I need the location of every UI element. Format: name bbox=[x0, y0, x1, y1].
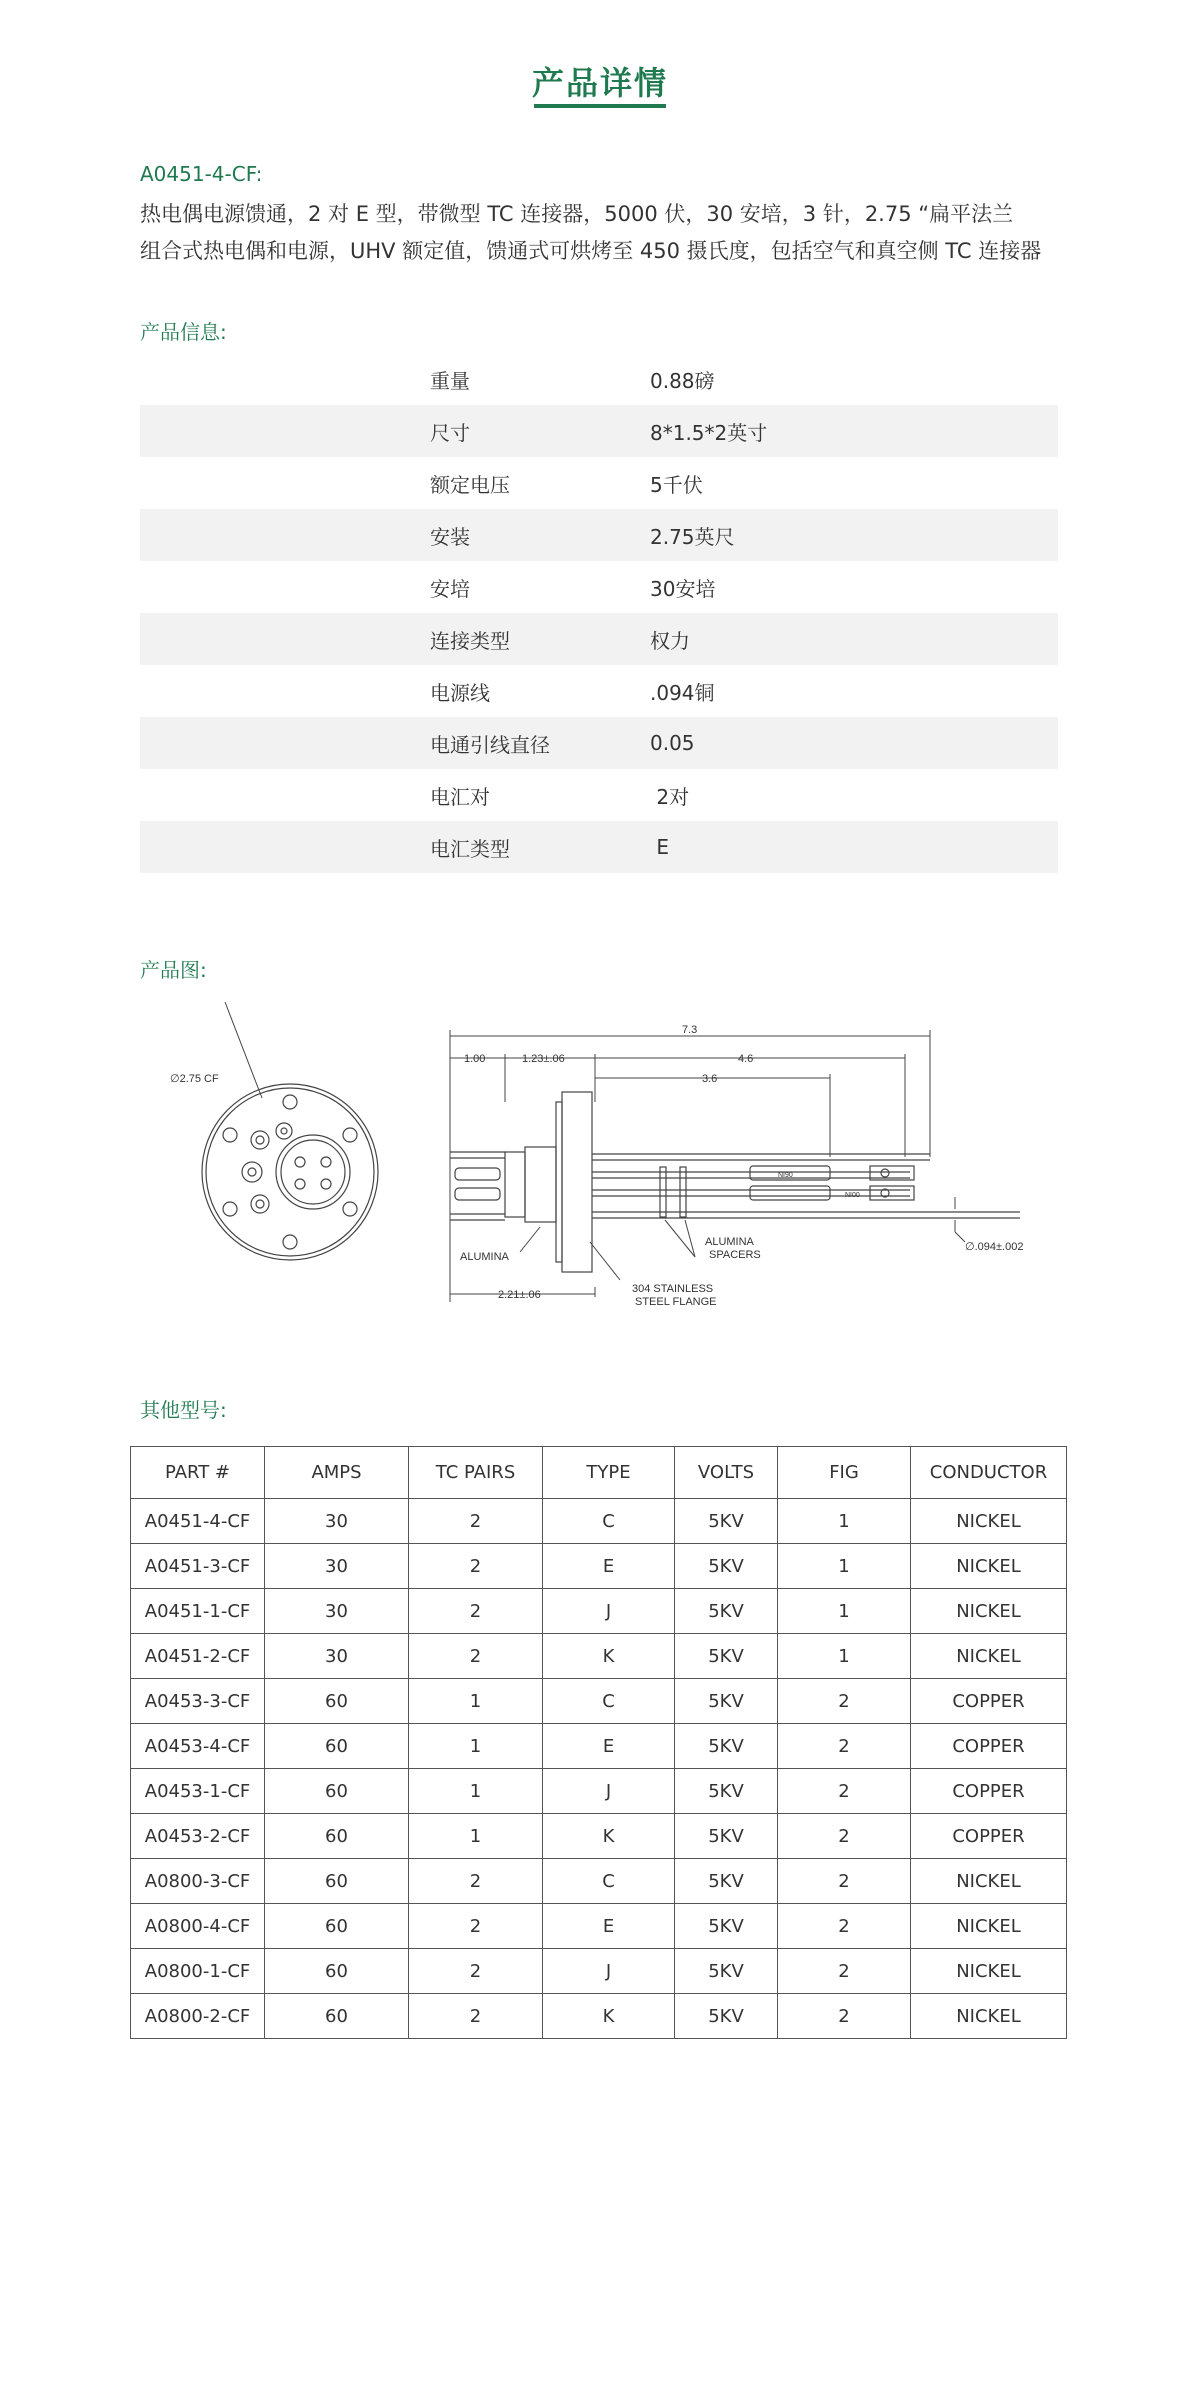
info-value: 2对 bbox=[650, 784, 690, 809]
cell-type: J bbox=[543, 1769, 675, 1814]
cell-conductor: COPPER bbox=[911, 1679, 1067, 1724]
cell-volts: 5KV bbox=[675, 1859, 778, 1904]
table-row bbox=[131, 1859, 1067, 1904]
info-value: 0.05 bbox=[650, 717, 1058, 769]
cell-conductor: NICKEL bbox=[911, 1499, 1067, 1544]
column-header: PART # bbox=[131, 1447, 265, 1499]
cell-part: A0451-1-CF bbox=[131, 1589, 265, 1634]
info-row bbox=[140, 405, 1058, 457]
cell-amps: 30 bbox=[265, 1589, 409, 1634]
info-key: 安培 bbox=[430, 576, 470, 601]
column-header: CONDUCTOR bbox=[911, 1447, 1067, 1499]
cell-type: K bbox=[543, 1814, 675, 1859]
label-spacers-line-2: SPACERS bbox=[709, 1249, 761, 1261]
table-row bbox=[131, 1589, 1067, 1634]
info-value: 8*1.5*2英寸 bbox=[650, 405, 1058, 457]
product-info-label: 产品信息: bbox=[140, 320, 227, 344]
cell-type: E bbox=[543, 1724, 675, 1769]
flange-end-view bbox=[202, 1084, 378, 1260]
info-key: 电汇类型 bbox=[430, 821, 650, 873]
info-row bbox=[140, 457, 1058, 509]
table-header-row bbox=[131, 1447, 1067, 1499]
info-row bbox=[140, 717, 1058, 769]
cell-type: C bbox=[543, 1679, 675, 1724]
cell-part: A0451-3-CF bbox=[131, 1544, 265, 1589]
title-underline bbox=[534, 104, 666, 108]
cell-volts: 5KV bbox=[675, 1589, 778, 1634]
cell-tc-pairs: 2 bbox=[409, 1544, 543, 1589]
dim-1-00: 1.00 bbox=[464, 1053, 486, 1065]
cell-amps: 60 bbox=[265, 1724, 409, 1769]
info-value: 权力 bbox=[650, 613, 1058, 665]
cell-fig: 1 bbox=[778, 1589, 911, 1634]
cell-amps: 60 bbox=[265, 1859, 409, 1904]
cell-tc-pairs: 1 bbox=[409, 1814, 543, 1859]
cell-fig: 2 bbox=[778, 1724, 911, 1769]
cell-fig: 2 bbox=[778, 1679, 911, 1724]
cell-conductor: NICKEL bbox=[911, 1904, 1067, 1949]
flange-dim-label: ∅2.75 CF bbox=[170, 1073, 219, 1085]
cell-conductor: NICKEL bbox=[911, 1994, 1067, 2039]
cell-fig: 1 bbox=[778, 1634, 911, 1679]
info-value: E bbox=[650, 821, 1058, 873]
cell-part: A0800-2-CF bbox=[131, 1994, 265, 2039]
info-key: 额定电压 bbox=[430, 472, 510, 497]
table-row bbox=[131, 1499, 1067, 1544]
cell-type: J bbox=[543, 1949, 675, 1994]
cell-fig: 2 bbox=[778, 1904, 911, 1949]
cell-part: A0453-2-CF bbox=[131, 1814, 265, 1859]
info-key: 尺寸 bbox=[430, 405, 650, 457]
cell-part: A0800-1-CF bbox=[131, 1949, 265, 1994]
cell-tc-pairs: 2 bbox=[409, 1994, 543, 2039]
other-models-label: 其他型号: bbox=[140, 1398, 227, 1422]
table-row bbox=[131, 1724, 1067, 1769]
product-drawing-label: 产品图: bbox=[140, 958, 207, 982]
info-value: 0.88磅 bbox=[650, 368, 715, 393]
cell-type: K bbox=[543, 1634, 675, 1679]
product-drawing bbox=[150, 1002, 1050, 1332]
cell-volts: 5KV bbox=[675, 1769, 778, 1814]
cell-tc-pairs: 1 bbox=[409, 1769, 543, 1814]
info-key: 连接类型 bbox=[430, 613, 650, 665]
pin-label-2: NI00 bbox=[845, 1192, 860, 1199]
cell-amps: 60 bbox=[265, 1994, 409, 2039]
cell-conductor: NICKEL bbox=[911, 1634, 1067, 1679]
cell-amps: 60 bbox=[265, 1814, 409, 1859]
cell-tc-pairs: 1 bbox=[409, 1679, 543, 1724]
cell-conductor: COPPER bbox=[911, 1724, 1067, 1769]
cell-volts: 5KV bbox=[675, 1679, 778, 1724]
dim-4-6: 4.6 bbox=[738, 1053, 754, 1065]
cell-tc-pairs: 2 bbox=[409, 1499, 543, 1544]
cell-fig: 2 bbox=[778, 1769, 911, 1814]
cell-volts: 5KV bbox=[675, 1499, 778, 1544]
cell-type: C bbox=[543, 1499, 675, 1544]
description-line-1: 热电偶电源馈通，2 对 E 型，带微型 TC 连接器，5000 伏，30 安培，3 针，2.75 “扁平法兰 bbox=[140, 202, 1014, 226]
table-row bbox=[131, 1544, 1067, 1589]
description-line-2: 组合式热电偶和电源，UHV 额定值，馈通式可烘烤至 450 摄氏度，包括空气和真空侧 TC 连接器 bbox=[140, 239, 1042, 263]
cell-fig: 1 bbox=[778, 1544, 911, 1589]
cell-fig: 2 bbox=[778, 1994, 911, 2039]
info-key: 安装 bbox=[430, 509, 650, 561]
label-flange-line-2: STEEL FLANGE bbox=[635, 1296, 717, 1308]
dim-wire: ∅.094±.002 bbox=[965, 1241, 1024, 1253]
cell-volts: 5KV bbox=[675, 1814, 778, 1859]
info-row bbox=[140, 509, 1058, 561]
cell-conductor: NICKEL bbox=[911, 1949, 1067, 1994]
cell-part: A0451-4-CF bbox=[131, 1499, 265, 1544]
cell-volts: 5KV bbox=[675, 1949, 778, 1994]
table-row bbox=[131, 1994, 1067, 2039]
cell-amps: 30 bbox=[265, 1544, 409, 1589]
cell-volts: 5KV bbox=[675, 1994, 778, 2039]
cell-amps: 30 bbox=[265, 1634, 409, 1679]
cell-type: C bbox=[543, 1859, 675, 1904]
table-row bbox=[131, 1679, 1067, 1724]
cell-conductor: NICKEL bbox=[911, 1859, 1067, 1904]
cell-tc-pairs: 2 bbox=[409, 1634, 543, 1679]
cell-conductor: COPPER bbox=[911, 1814, 1067, 1859]
cell-type: E bbox=[543, 1904, 675, 1949]
info-row bbox=[140, 353, 1058, 405]
info-key: 重量 bbox=[430, 368, 470, 393]
model-label: A0451-4-CF: bbox=[140, 162, 263, 186]
label-spacers-line-1: ALUMINA bbox=[705, 1236, 754, 1248]
dim-total: 7.3 bbox=[682, 1024, 698, 1036]
label-flange-line-1: 304 STAINLESS bbox=[632, 1283, 714, 1295]
cell-type: K bbox=[543, 1994, 675, 2039]
cell-fig: 2 bbox=[778, 1859, 911, 1904]
cell-tc-pairs: 2 bbox=[409, 1589, 543, 1634]
info-row bbox=[140, 561, 1058, 613]
info-value: 5千伏 bbox=[650, 472, 703, 497]
cell-amps: 60 bbox=[265, 1904, 409, 1949]
info-value: 2.75英尺 bbox=[650, 509, 1058, 561]
dim-2-21: 2.21±.06 bbox=[498, 1289, 541, 1301]
cell-amps: 60 bbox=[265, 1679, 409, 1724]
column-header: TC PAIRS bbox=[409, 1447, 543, 1499]
table-row bbox=[131, 1949, 1067, 1994]
cell-part: A0800-3-CF bbox=[131, 1859, 265, 1904]
dim-3-6: 3.6 bbox=[702, 1073, 718, 1085]
column-header: TYPE bbox=[543, 1447, 675, 1499]
cell-tc-pairs: 1 bbox=[409, 1724, 543, 1769]
cell-part: A0800-4-CF bbox=[131, 1904, 265, 1949]
column-header: AMPS bbox=[265, 1447, 409, 1499]
cell-conductor: COPPER bbox=[911, 1769, 1067, 1814]
cell-conductor: NICKEL bbox=[911, 1544, 1067, 1589]
cell-volts: 5KV bbox=[675, 1724, 778, 1769]
table-row bbox=[131, 1634, 1067, 1679]
cell-amps: 60 bbox=[265, 1769, 409, 1814]
info-row bbox=[140, 769, 1058, 821]
cell-amps: 60 bbox=[265, 1949, 409, 1994]
info-key: 电汇对 bbox=[430, 784, 490, 809]
cell-tc-pairs: 2 bbox=[409, 1904, 543, 1949]
cell-volts: 5KV bbox=[675, 1634, 778, 1679]
info-value: 30安培 bbox=[650, 576, 716, 601]
column-header: FIG bbox=[778, 1447, 911, 1499]
info-row bbox=[140, 613, 1058, 665]
cell-part: A0453-3-CF bbox=[131, 1679, 265, 1724]
table-row bbox=[131, 1814, 1067, 1859]
cell-part: A0453-4-CF bbox=[131, 1724, 265, 1769]
cell-fig: 2 bbox=[778, 1949, 911, 1994]
cell-conductor: NICKEL bbox=[911, 1589, 1067, 1634]
table-row bbox=[131, 1904, 1067, 1949]
other-models-table bbox=[130, 1446, 1067, 2039]
info-row bbox=[140, 665, 1058, 717]
cell-fig: 2 bbox=[778, 1814, 911, 1859]
table-row bbox=[131, 1769, 1067, 1814]
cell-tc-pairs: 2 bbox=[409, 1949, 543, 1994]
cell-volts: 5KV bbox=[675, 1904, 778, 1949]
cell-part: A0453-1-CF bbox=[131, 1769, 265, 1814]
cell-type: E bbox=[543, 1544, 675, 1589]
cell-volts: 5KV bbox=[675, 1544, 778, 1589]
product-description bbox=[140, 196, 1080, 270]
info-key: 电源线 bbox=[430, 680, 490, 705]
dim-1-23: 1.23±.06 bbox=[522, 1053, 565, 1065]
cell-type: J bbox=[543, 1589, 675, 1634]
info-row bbox=[140, 821, 1058, 873]
product-info-table bbox=[140, 353, 1058, 873]
cell-part: A0451-2-CF bbox=[131, 1634, 265, 1679]
cell-fig: 1 bbox=[778, 1499, 911, 1544]
info-value: .094铜 bbox=[650, 680, 715, 705]
cell-amps: 30 bbox=[265, 1499, 409, 1544]
cell-tc-pairs: 2 bbox=[409, 1859, 543, 1904]
info-key: 电通引线直径 bbox=[430, 717, 650, 769]
column-header: VOLTS bbox=[675, 1447, 778, 1499]
label-alumina: ALUMINA bbox=[460, 1251, 509, 1263]
pin-label-1: NI90 bbox=[778, 1172, 793, 1179]
page-title: 产品详情 bbox=[531, 64, 668, 102]
